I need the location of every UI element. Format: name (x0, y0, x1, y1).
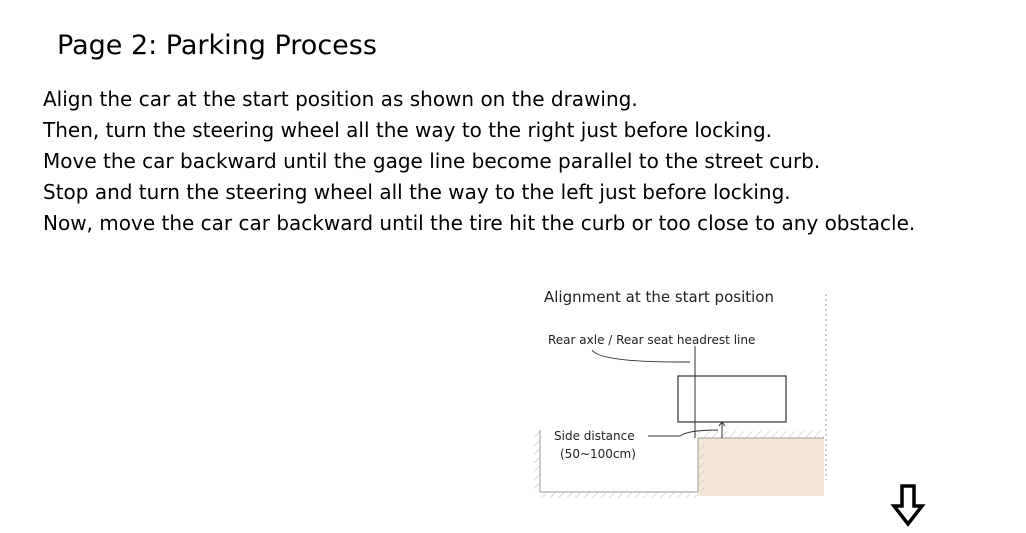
figure-title: Alignment at the start position (544, 288, 774, 306)
side-distance-range: (50~100cm) (560, 447, 636, 461)
page-title: Page 2: Parking Process (57, 30, 377, 61)
curb-area (698, 438, 824, 496)
instruction-step-3: Move the car backward until the gage line become parallel to the street curb. (43, 149, 821, 173)
down-arrow-icon[interactable] (890, 482, 926, 528)
instruction-step-4: Stop and turn the steering wheel all the way to the left just before locking. (43, 180, 791, 204)
side-distance-label: Side distance (554, 429, 635, 443)
instruction-step-5: Now, move the car car backward until the tire hit the curb or too close to any obstacle. (43, 211, 916, 235)
axle-label: Rear axle / Rear seat headrest line (548, 333, 756, 347)
alignment-diagram (530, 280, 830, 500)
instruction-step-2: Then, turn the steering wheel all the way to the right just before locking. (43, 118, 773, 142)
parked-car (678, 376, 786, 422)
instruction-step-1: Align the car at the start position as shown on the drawing. (43, 87, 638, 111)
instructions-list (43, 84, 915, 239)
